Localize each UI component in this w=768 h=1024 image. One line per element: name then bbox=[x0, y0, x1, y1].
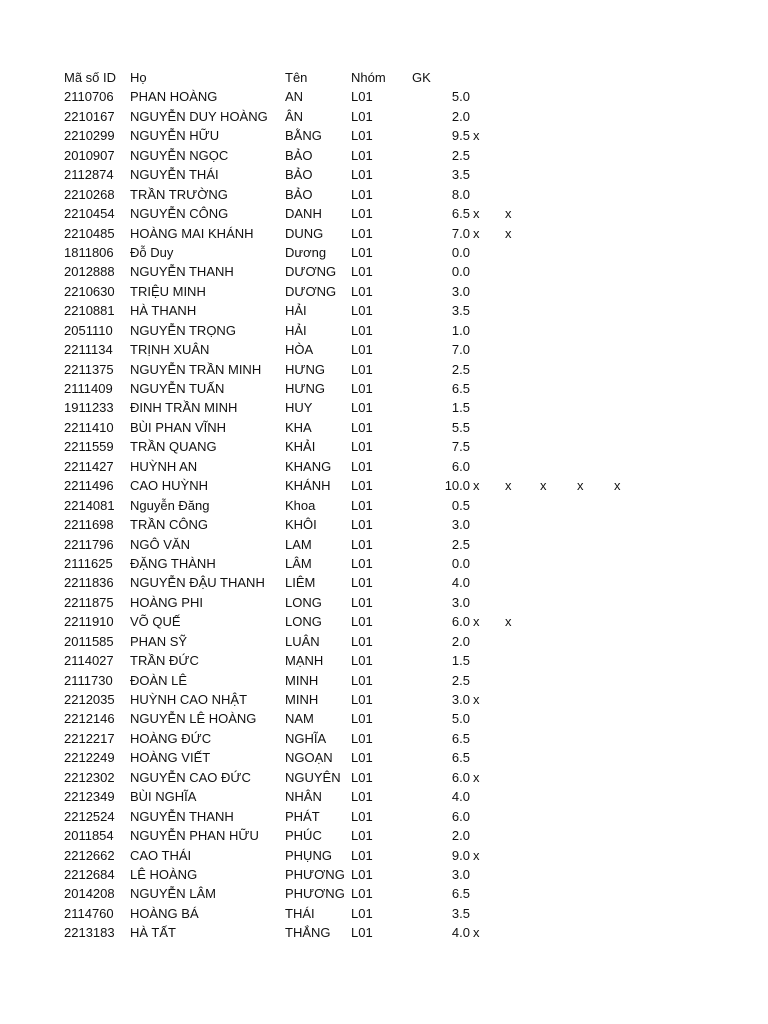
student-gk-score: 6.0 bbox=[451, 614, 470, 630]
student-nhom: L01 bbox=[351, 555, 373, 571]
student-gk-score: 2.5 bbox=[451, 147, 470, 163]
grade-sheet bbox=[0, 68, 768, 943]
student-ten: MẠNH bbox=[285, 653, 324, 669]
student-mark-2: x bbox=[505, 206, 512, 222]
student-ho: NGUYỄN CÔNG bbox=[130, 206, 229, 222]
student-gk-score: 2.5 bbox=[451, 361, 470, 377]
student-ten: Khoa bbox=[285, 497, 316, 513]
student-ten: THẮNG bbox=[285, 925, 331, 941]
student-nhom: L01 bbox=[351, 264, 373, 280]
student-ho: ĐẶNG THÀNH bbox=[130, 555, 216, 571]
student-ten: PHÁT bbox=[285, 808, 320, 824]
student-gk-score: 0.0 bbox=[451, 555, 470, 571]
student-nhom: L01 bbox=[351, 711, 373, 727]
student-ho: NGUYỄN CAO ĐỨC bbox=[130, 769, 251, 785]
student-ho: NGUYỄN NGỌC bbox=[130, 147, 229, 163]
student-ten: KHA bbox=[285, 419, 312, 435]
student-ten: HƯNG bbox=[285, 381, 325, 396]
student-ten: BẢO bbox=[285, 147, 313, 163]
student-ten: ÂN bbox=[285, 108, 304, 124]
table-row bbox=[0, 729, 768, 748]
student-nhom: L01 bbox=[351, 419, 373, 435]
student-mark-1: x bbox=[473, 692, 480, 707]
student-ten: KHÔI bbox=[285, 517, 317, 533]
student-ten: PHỤNG bbox=[285, 847, 332, 863]
student-ho: TRỊNH XUÂN bbox=[130, 342, 210, 358]
table-row bbox=[0, 224, 768, 243]
student-nhom: L01 bbox=[351, 225, 373, 241]
student-gk-score: 1.0 bbox=[451, 322, 470, 338]
student-ten: LONG bbox=[285, 594, 322, 610]
student-gk-score: 1.5 bbox=[451, 400, 470, 416]
student-nhom: L01 bbox=[351, 167, 373, 183]
student-ten: KHANG bbox=[285, 458, 332, 474]
student-id: 2011585 bbox=[64, 633, 114, 649]
student-nhom: L01 bbox=[351, 128, 373, 144]
student-id: 2212302 bbox=[64, 769, 115, 785]
student-nhom: L01 bbox=[351, 536, 373, 552]
student-gk-score: 9.0 bbox=[451, 847, 470, 863]
student-ten: NGHĨA bbox=[285, 730, 327, 746]
student-nhom: L01 bbox=[351, 925, 373, 941]
student-ho: HOÀNG VIẾT bbox=[130, 750, 211, 766]
student-mark-1: x bbox=[473, 614, 480, 630]
student-gk-score: 3.0 bbox=[451, 517, 470, 533]
student-nhom: L01 bbox=[351, 750, 373, 766]
student-id: 2210167 bbox=[64, 108, 115, 124]
table-row bbox=[0, 204, 768, 223]
student-ho: TRIỆU MINH bbox=[130, 283, 206, 299]
table-row bbox=[0, 476, 768, 495]
student-ho: TRẦN TRƯỜNG bbox=[130, 186, 228, 202]
student-ten: THÁI bbox=[285, 905, 315, 921]
table-row bbox=[0, 321, 768, 340]
table-row bbox=[0, 126, 768, 145]
student-gk-score: 5.5 bbox=[451, 419, 470, 435]
student-id: 2212662 bbox=[64, 847, 115, 863]
student-mark-1: x bbox=[473, 925, 480, 941]
student-id: 2111730 bbox=[64, 672, 113, 688]
student-ten: BẢO bbox=[285, 167, 313, 183]
student-id: 2211698 bbox=[64, 517, 114, 533]
student-id: 1911233 bbox=[64, 400, 114, 416]
student-ho: NGUYỄN THÁI bbox=[130, 167, 219, 183]
table-row bbox=[0, 690, 768, 709]
student-mark-1: x bbox=[473, 206, 480, 222]
table-row bbox=[0, 146, 768, 165]
student-nhom: L01 bbox=[351, 633, 373, 649]
header-ho: Họ bbox=[130, 70, 147, 85]
table-row bbox=[0, 262, 768, 281]
student-ho: BÙI PHAN VĨNH bbox=[130, 419, 227, 435]
student-id: 1811806 bbox=[64, 244, 114, 260]
student-gk-score: 8.0 bbox=[451, 186, 470, 202]
student-mark-4: x bbox=[577, 478, 584, 494]
table-row bbox=[0, 515, 768, 534]
table-row bbox=[0, 748, 768, 767]
student-ten: HƯNG bbox=[285, 361, 325, 377]
student-ho: HUỲNH AN bbox=[130, 458, 198, 474]
student-mark-1: x bbox=[473, 128, 480, 144]
student-ho: NGUYỄN DUY HOÀNG bbox=[130, 108, 268, 124]
student-id: 2211427 bbox=[64, 458, 114, 474]
student-ho: CAO THÁI bbox=[130, 847, 192, 863]
student-mark-2: x bbox=[505, 225, 512, 241]
header-nhom: Nhóm bbox=[351, 70, 386, 85]
student-ten: PHƯƠNG bbox=[285, 886, 345, 902]
student-nhom: L01 bbox=[351, 186, 373, 202]
student-ho: NGUYỄN PHAN HỮU bbox=[130, 828, 259, 844]
student-nhom: L01 bbox=[351, 108, 373, 124]
student-nhom: L01 bbox=[351, 322, 373, 338]
student-ten: KHẢI bbox=[285, 439, 316, 455]
student-id: 2214081 bbox=[64, 497, 115, 513]
student-id: 2210299 bbox=[64, 128, 115, 144]
header-id: Mã số ID bbox=[64, 70, 117, 85]
student-nhom: L01 bbox=[351, 905, 373, 921]
table-row bbox=[0, 787, 768, 806]
student-ho: HOÀNG PHI bbox=[130, 594, 203, 610]
student-ten: LIÊM bbox=[285, 575, 316, 591]
student-ho: Nguyễn Đăng bbox=[130, 497, 210, 513]
student-gk-score: 0.5 bbox=[451, 497, 470, 513]
table-row bbox=[0, 554, 768, 573]
student-ho: NGUYỄN HỮU bbox=[130, 128, 220, 144]
student-id: 2114027 bbox=[64, 653, 114, 669]
table-row bbox=[0, 437, 768, 456]
student-nhom: L01 bbox=[351, 206, 373, 222]
student-ho: ĐOÀN LÊ bbox=[130, 672, 188, 688]
student-nhom: L01 bbox=[351, 769, 373, 785]
table-row bbox=[0, 185, 768, 204]
student-nhom: L01 bbox=[351, 303, 373, 319]
student-gk-score: 6.0 bbox=[451, 458, 470, 474]
table-row bbox=[0, 398, 768, 417]
student-nhom: L01 bbox=[351, 692, 373, 707]
student-gk-score: 3.0 bbox=[451, 594, 470, 610]
student-ho: NGUYỄN TRẦN MINH bbox=[130, 361, 262, 377]
student-ten: BẢO bbox=[285, 186, 313, 202]
student-mark-5: x bbox=[614, 478, 621, 494]
student-ten: LAM bbox=[285, 536, 312, 552]
student-gk-score: 3.0 bbox=[451, 866, 470, 882]
student-nhom: L01 bbox=[351, 730, 373, 746]
student-id: 2210881 bbox=[64, 303, 115, 319]
student-nhom: L01 bbox=[351, 478, 373, 494]
student-nhom: L01 bbox=[351, 789, 373, 805]
student-gk-score: 0.0 bbox=[451, 264, 470, 280]
table-row bbox=[0, 107, 768, 126]
student-ho: BÙI NGHĨA bbox=[130, 789, 197, 805]
student-nhom: L01 bbox=[351, 439, 373, 455]
table-row bbox=[0, 709, 768, 728]
student-gk-score: 5.0 bbox=[451, 711, 470, 727]
student-ten: NAM bbox=[285, 711, 314, 727]
student-gk-score: 6.5 bbox=[451, 730, 470, 746]
student-id: 2111409 bbox=[64, 381, 113, 396]
student-nhom: L01 bbox=[351, 653, 373, 669]
student-id: 2210485 bbox=[64, 225, 115, 241]
header-ten: Tên bbox=[285, 70, 308, 85]
student-nhom: L01 bbox=[351, 400, 373, 416]
student-nhom: L01 bbox=[351, 886, 373, 902]
student-ho: Đỗ Duy bbox=[130, 244, 174, 260]
student-id: 2213183 bbox=[64, 925, 115, 941]
student-ten: DƯƠNG bbox=[285, 283, 337, 299]
table-row bbox=[0, 418, 768, 437]
table-row bbox=[0, 87, 768, 106]
student-ho: NGUYỄN TRỌNG bbox=[130, 322, 236, 338]
table-row bbox=[0, 865, 768, 884]
student-gk-score: 6.0 bbox=[451, 808, 470, 824]
student-ten: KHÁNH bbox=[285, 478, 331, 494]
student-gk-score: 2.0 bbox=[451, 828, 470, 844]
student-ho: CAO HUỲNH bbox=[130, 478, 209, 494]
student-id: 2211796 bbox=[64, 536, 114, 552]
student-nhom: L01 bbox=[351, 458, 373, 474]
student-nhom: L01 bbox=[351, 89, 373, 105]
student-gk-score: 0.0 bbox=[451, 244, 470, 260]
student-id: 2212035 bbox=[64, 692, 115, 707]
student-id: 2051110 bbox=[64, 322, 113, 338]
student-id: 2012888 bbox=[64, 264, 115, 280]
table-row bbox=[0, 360, 768, 379]
student-ho: VÕ QUẾ bbox=[130, 614, 181, 630]
student-ho: PHAN SỸ bbox=[130, 633, 188, 649]
student-id: 2014208 bbox=[64, 886, 115, 902]
student-nhom: L01 bbox=[351, 497, 373, 513]
student-ten: HUY bbox=[285, 400, 313, 416]
student-rows bbox=[0, 87, 768, 942]
student-ho: NGUYỄN THANH bbox=[130, 808, 234, 824]
student-id: 2011854 bbox=[64, 828, 114, 844]
student-gk-score: 6.5 bbox=[451, 886, 470, 902]
student-ten: HẢI bbox=[285, 322, 307, 338]
student-ho: NGUYỄN LÂM bbox=[130, 886, 216, 902]
header-gk: GK bbox=[412, 70, 431, 85]
student-nhom: L01 bbox=[351, 283, 373, 299]
table-row bbox=[0, 301, 768, 320]
table-row bbox=[0, 923, 768, 942]
student-gk-score: 4.0 bbox=[451, 575, 470, 591]
student-nhom: L01 bbox=[351, 594, 373, 610]
student-id: 2112874 bbox=[64, 167, 114, 183]
student-id: 2211375 bbox=[64, 361, 114, 377]
student-id: 2210630 bbox=[64, 283, 115, 299]
student-gk-score: 2.0 bbox=[451, 108, 470, 124]
student-ten: BẰNG bbox=[285, 128, 322, 144]
student-id: 2211836 bbox=[64, 575, 114, 591]
student-gk-score: 6.5 bbox=[451, 381, 470, 396]
student-gk-score: 3.5 bbox=[451, 167, 470, 183]
student-gk-score: 5.0 bbox=[451, 89, 470, 105]
student-gk-score: 1.5 bbox=[451, 653, 470, 669]
table-row bbox=[0, 282, 768, 301]
student-ten: NGUYÊN bbox=[285, 769, 341, 785]
student-ho: TRẦN QUANG bbox=[130, 439, 217, 455]
student-id: 2212146 bbox=[64, 711, 115, 727]
student-mark-3: x bbox=[540, 478, 547, 494]
table-row bbox=[0, 496, 768, 515]
student-ten: PHƯƠNG bbox=[285, 866, 345, 882]
student-ho: TRẦN ĐỨC bbox=[130, 653, 199, 669]
student-ho: HOÀNG BÁ bbox=[130, 905, 199, 921]
table-row bbox=[0, 457, 768, 476]
table-row bbox=[0, 379, 768, 398]
student-mark-2: x bbox=[505, 478, 512, 494]
student-gk-score: 2.0 bbox=[451, 633, 470, 649]
table-row bbox=[0, 243, 768, 262]
student-mark-1: x bbox=[473, 225, 480, 241]
student-ho: HÀ THANH bbox=[130, 303, 197, 319]
student-gk-score: 2.5 bbox=[451, 536, 470, 552]
student-ten: Dương bbox=[285, 244, 327, 260]
student-gk-score: 7.0 bbox=[451, 225, 470, 241]
student-ten: PHÚC bbox=[285, 828, 322, 844]
student-id: 2211559 bbox=[64, 439, 114, 455]
student-nhom: L01 bbox=[351, 866, 373, 882]
student-nhom: L01 bbox=[351, 847, 373, 863]
student-nhom: L01 bbox=[351, 614, 373, 630]
student-gk-score: 2.5 bbox=[451, 672, 470, 688]
student-id: 2211496 bbox=[64, 478, 114, 494]
student-ten: DUNG bbox=[285, 225, 324, 241]
student-ten: HÒA bbox=[285, 342, 314, 358]
student-mark-1: x bbox=[473, 769, 480, 785]
student-gk-score: 6.5 bbox=[451, 206, 470, 222]
student-nhom: L01 bbox=[351, 342, 373, 358]
student-id: 2212349 bbox=[64, 789, 115, 805]
student-ten: HẢI bbox=[285, 303, 307, 319]
student-ho: HUỲNH CAO NHẬT bbox=[130, 692, 248, 707]
student-ten: DANH bbox=[285, 206, 322, 222]
student-nhom: L01 bbox=[351, 672, 373, 688]
student-gk-score: 4.0 bbox=[451, 925, 470, 941]
student-ho: ĐINH TRẦN MINH bbox=[130, 400, 238, 416]
student-gk-score: 6.5 bbox=[451, 750, 470, 766]
table-row bbox=[0, 573, 768, 592]
student-id: 2114760 bbox=[64, 905, 114, 921]
student-id: 2111625 bbox=[64, 555, 113, 571]
student-gk-score: 9.5 bbox=[451, 128, 470, 144]
student-ten: AN bbox=[285, 89, 304, 105]
student-id: 2211134 bbox=[64, 342, 113, 358]
student-gk-score: 3.5 bbox=[451, 905, 470, 921]
table-row bbox=[0, 612, 768, 631]
student-ten: MINH bbox=[285, 672, 319, 688]
table-row bbox=[0, 671, 768, 690]
student-id: 2211910 bbox=[64, 614, 114, 630]
student-id: 2212249 bbox=[64, 750, 115, 766]
student-id: 2210268 bbox=[64, 186, 115, 202]
student-nhom: L01 bbox=[351, 381, 373, 396]
table-row bbox=[0, 535, 768, 554]
table-row bbox=[0, 846, 768, 865]
student-id: 2210454 bbox=[64, 206, 115, 222]
table-row bbox=[0, 826, 768, 845]
student-ten: LÂM bbox=[285, 555, 312, 571]
student-ho: NGUYỄN LÊ HOÀNG bbox=[130, 711, 257, 727]
table-row bbox=[0, 340, 768, 359]
table-row bbox=[0, 884, 768, 903]
student-gk-score: 7.0 bbox=[451, 342, 470, 358]
student-ho: NGÔ VĂN bbox=[130, 536, 190, 552]
student-ten: NGOẠN bbox=[285, 750, 333, 766]
student-ho: NGUYỄN THANH bbox=[130, 264, 234, 280]
student-nhom: L01 bbox=[351, 244, 373, 260]
student-ho: HOÀNG MAI KHÁNH bbox=[130, 225, 254, 241]
student-ho: HÀ TẤT bbox=[130, 925, 176, 941]
student-mark-2: x bbox=[505, 614, 512, 630]
student-id: 2212524 bbox=[64, 808, 115, 824]
student-gk-score: 6.0 bbox=[451, 769, 470, 785]
table-row bbox=[0, 904, 768, 923]
student-ten: DƯƠNG bbox=[285, 264, 337, 280]
student-nhom: L01 bbox=[351, 147, 373, 163]
student-id: 2110706 bbox=[64, 89, 114, 105]
table-row bbox=[0, 165, 768, 184]
student-id: 2212217 bbox=[64, 730, 115, 746]
table-row bbox=[0, 632, 768, 651]
student-gk-score: 3.0 bbox=[451, 283, 470, 299]
student-ho: NGUYỄN TUẤN bbox=[130, 381, 225, 396]
student-id: 2211410 bbox=[64, 419, 114, 435]
student-nhom: L01 bbox=[351, 361, 373, 377]
student-nhom: L01 bbox=[351, 808, 373, 824]
student-id: 2212684 bbox=[64, 866, 115, 882]
student-gk-score: 4.0 bbox=[451, 789, 470, 805]
student-ho: NGUYỄN ĐẬU THANH bbox=[130, 575, 265, 591]
student-gk-score: 3.5 bbox=[451, 303, 470, 319]
student-gk-score: 7.5 bbox=[451, 439, 470, 455]
student-ten: LUÂN bbox=[285, 633, 320, 649]
student-mark-1: x bbox=[473, 847, 480, 863]
student-id: 2010907 bbox=[64, 147, 115, 163]
student-mark-1: x bbox=[473, 478, 480, 494]
table-row bbox=[0, 651, 768, 670]
table-row bbox=[0, 807, 768, 826]
table-row bbox=[0, 593, 768, 612]
student-ten: MINH bbox=[285, 692, 319, 707]
student-nhom: L01 bbox=[351, 828, 373, 844]
student-ho: HOÀNG ĐỨC bbox=[130, 730, 212, 746]
student-gk-score: 3.0 bbox=[451, 692, 470, 707]
student-ho: LÊ HOÀNG bbox=[130, 866, 198, 882]
table-row bbox=[0, 768, 768, 787]
student-ho: PHAN HOÀNG bbox=[130, 89, 218, 105]
student-gk-score: 10.0 bbox=[444, 478, 470, 494]
student-ten: NHÂN bbox=[285, 789, 322, 805]
student-id: 2211875 bbox=[64, 594, 114, 610]
student-nhom: L01 bbox=[351, 575, 373, 591]
student-nhom: L01 bbox=[351, 517, 373, 533]
student-ten: LONG bbox=[285, 614, 322, 630]
student-ho: TRẦN CÔNG bbox=[130, 517, 208, 533]
header-row bbox=[0, 68, 768, 87]
